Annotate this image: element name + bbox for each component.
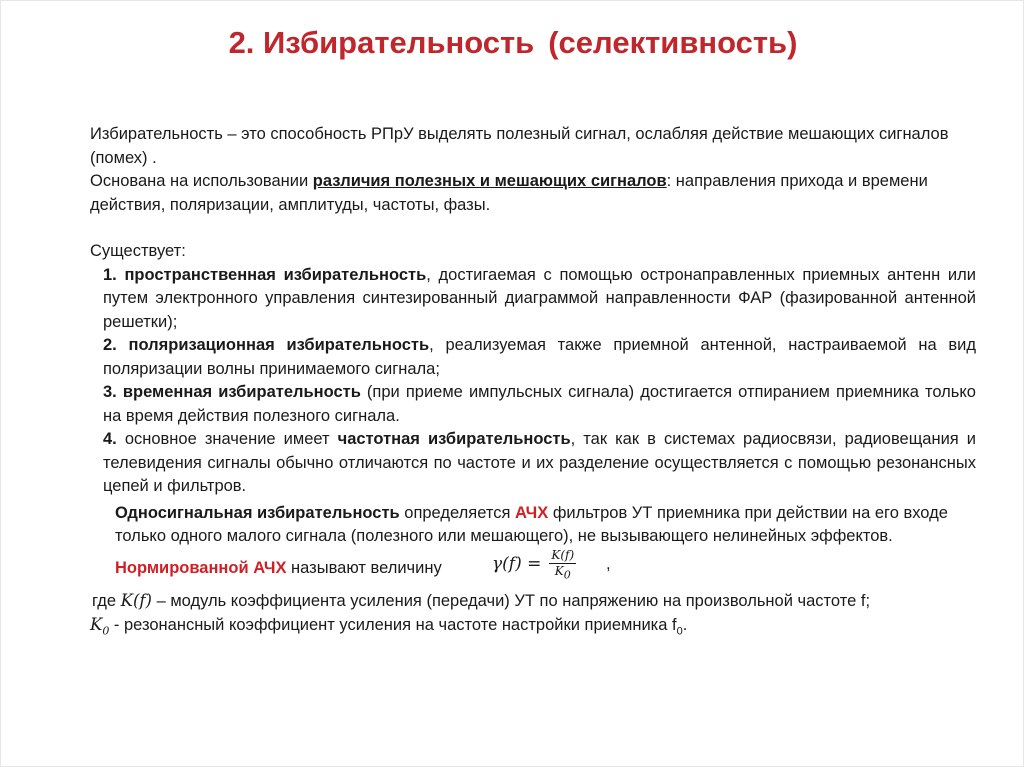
normalized-afc-text: называют величину [286, 558, 442, 577]
formula-comma: , [606, 554, 611, 573]
item-text: , так как в системах радиосвязи, радиовещания и телевидения сигналы обычно отличаются по частоте и их разделение осуществляется с помощью резонансных цепей и фильтров. [103, 430, 976, 495]
kf-description: – модуль коэффициента усиления (передачи) УТ по напряжению на произвольной частоте f; [151, 591, 871, 610]
item-number: 4. [103, 430, 117, 448]
formula-lhs: γ(f) = [492, 553, 542, 574]
formula-fraction [549, 549, 576, 581]
list-item [90, 381, 976, 428]
list-item [90, 334, 976, 381]
single-signal-term: Односигнальная избирательность [115, 503, 400, 522]
formula-den-subscript: 0 [563, 567, 571, 581]
single-signal-paragraph [90, 502, 976, 549]
normalized-afc-lead [115, 557, 442, 581]
title-main: 2. Избирательность [228, 25, 535, 60]
single-signal-mid: определяется [399, 503, 515, 522]
afc-term: АЧХ [514, 503, 549, 522]
basis-emphasis: различия полезных и мешающих сигналов [312, 172, 667, 190]
item-term: частотная избирательность [337, 430, 571, 448]
item-text: , достигаемая с помощью остронаправленных приемных антенн или путем электронного управления синтезированный диаграммой направленности ФАР (фазированной антенной решетки); [103, 265, 976, 331]
normalized-afc-row [90, 547, 976, 589]
item-pre: основное значение имеет [116, 430, 338, 448]
kf-symbol: K(f) [120, 590, 152, 610]
item-number: 1. [103, 265, 117, 284]
k0-end: . [682, 616, 688, 634]
formula-denominator [555, 564, 571, 581]
list-item [90, 428, 976, 499]
where-prefix: где [92, 591, 121, 610]
formula-numerator: K(f) [551, 547, 575, 562]
item-text: (при приеме импульсных сигнала) достигается отпиранием приемника только на время действия полезного сигнала. [103, 383, 976, 425]
basis-paragraph [90, 170, 976, 217]
definition-text: Избирательность – это способность РПрУ выделять полезный сигнал, ослабляя действие мешающих сигналов (помех) . [90, 125, 949, 167]
slide-body [90, 123, 976, 644]
item-number: 2. [103, 336, 117, 354]
item-number: 3. [103, 383, 117, 401]
item-term: поляризационная избирательность [128, 336, 430, 354]
basis-suffix: : направления прихода и времени действия, поляризации, амплитуды, частоты, фазы. [90, 172, 928, 214]
where-kf-line [90, 589, 976, 614]
list-item [90, 264, 976, 335]
title-paren: (селективность) [548, 25, 798, 60]
definition-paragraph [90, 123, 976, 170]
f0-subscript: 0 [676, 625, 683, 638]
exists-label: Существует: [90, 242, 186, 260]
item-text: , реализуемая также приемной антенной, настраиваемой на вид поляризации волны принимаемого сигнала; [103, 336, 976, 378]
slide-title [1, 25, 1024, 61]
k0-letter: K [90, 615, 103, 634]
basis-prefix: Основана на использовании [90, 172, 313, 190]
where-k0-line [90, 613, 976, 644]
item-term: пространственная избирательность [124, 265, 427, 284]
single-signal-rest: фильтров УТ приемника при действии на его входе только одного малого сигнала (полезного или мешающего), не вызывающего нелинейных эффектов. [115, 503, 948, 545]
k0-symbol [90, 615, 110, 638]
item-term: временная избирательность [122, 383, 361, 401]
normalized-afc-term: Нормированной АЧХ [115, 558, 287, 577]
k0-description: - резонансный коэффициент усиления на частоте настройки приемника f [109, 616, 677, 634]
k0-subscript: 0 [102, 624, 110, 638]
normalized-afc-formula [492, 549, 576, 581]
formula-den-symbol: K [554, 563, 564, 578]
